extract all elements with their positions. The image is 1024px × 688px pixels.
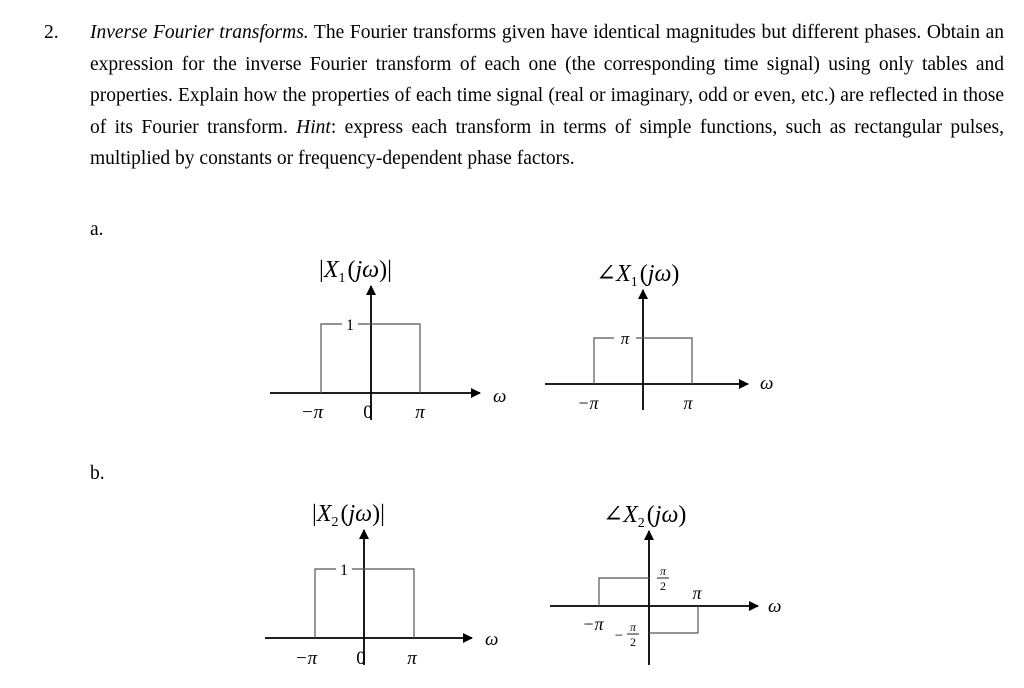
problem-number: 2. bbox=[44, 22, 59, 43]
plot-b-phase-title: $\angle X_2(j\omega)$ bbox=[603, 502, 687, 531]
plot-b-phase bbox=[550, 502, 781, 665]
plot-a-magnitude-omega-label: ω bbox=[493, 386, 507, 407]
plot-b-phase-level-neg-pi-over-2 bbox=[615, 620, 639, 649]
plot-a-magnitude-tick-neg-pi: −π bbox=[300, 402, 324, 423]
plot-a-phase-tick-pi: π bbox=[683, 393, 693, 413]
plot-a-phase-title: $\angle X_1(j\omega)$ bbox=[596, 261, 680, 290]
plot-a-phase-tick-neg-pi: −π bbox=[577, 393, 599, 413]
svg-text:−: − bbox=[614, 628, 624, 644]
plot-a-phase bbox=[545, 261, 773, 413]
plot-b-magnitude bbox=[265, 501, 498, 669]
plot-a-magnitude bbox=[270, 257, 506, 423]
part-b-label: b. bbox=[90, 463, 105, 484]
problem-body-1: The Fourier transforms given have identical magnitudes but different phases. Obtain an expression for the inverse Fourier transform of each one (the corresponding time signal) using only tables and properties. Explain how the properties of each time signal (real or imaginary, odd or even, etc.) are reflected in those of its Fourier transform. bbox=[90, 22, 1004, 138]
plot-b-phase-tick-neg-pi: −π bbox=[582, 614, 604, 634]
plot-a-phase-omega-label: ω bbox=[760, 373, 774, 394]
svg-text:π: π bbox=[659, 564, 667, 578]
svg-text:2: 2 bbox=[660, 579, 666, 593]
plot-a-magnitude-tick-zero: 0 bbox=[363, 402, 373, 423]
plot-b-magnitude-level-label: 1 bbox=[340, 562, 348, 579]
plot-a-phase-level-label: π bbox=[620, 329, 630, 348]
plot-b-phase-level-pi-over-2 bbox=[657, 564, 669, 593]
plot-b-magnitude-tick-neg-pi: −π bbox=[294, 648, 318, 669]
plot-b-magnitude-title: $|X_2(j\omega)|$ bbox=[312, 501, 385, 530]
problem-title: Inverse Fourier transforms. bbox=[90, 22, 309, 43]
plot-a-magnitude-tick-pi: π bbox=[415, 402, 425, 423]
problem-body-2: : express each transform in terms of simple functions, such as rectangular pulses, multiplied by constants or frequency-dependent phase factors. bbox=[90, 116, 1004, 169]
plot-b-phase-lower-step bbox=[649, 606, 698, 633]
hint-label: Hint bbox=[296, 116, 331, 138]
plot-a-magnitude-title: $|X_1(j\omega)|$ bbox=[319, 257, 392, 286]
svg-text:2: 2 bbox=[630, 635, 636, 649]
part-a-label: a. bbox=[90, 219, 104, 240]
plot-b-magnitude-omega-label: ω bbox=[485, 629, 499, 650]
plot-b-magnitude-tick-zero: 0 bbox=[356, 648, 366, 669]
plot-b-phase-omega-label: ω bbox=[768, 596, 782, 617]
plot-b-magnitude-tick-pi: π bbox=[407, 648, 417, 669]
plot-a-magnitude-level-label: 1 bbox=[346, 317, 354, 334]
plot-b-phase-tick-pi: π bbox=[692, 583, 702, 603]
plot-b-phase-upper-step bbox=[599, 578, 649, 606]
svg-text:π: π bbox=[629, 620, 637, 634]
